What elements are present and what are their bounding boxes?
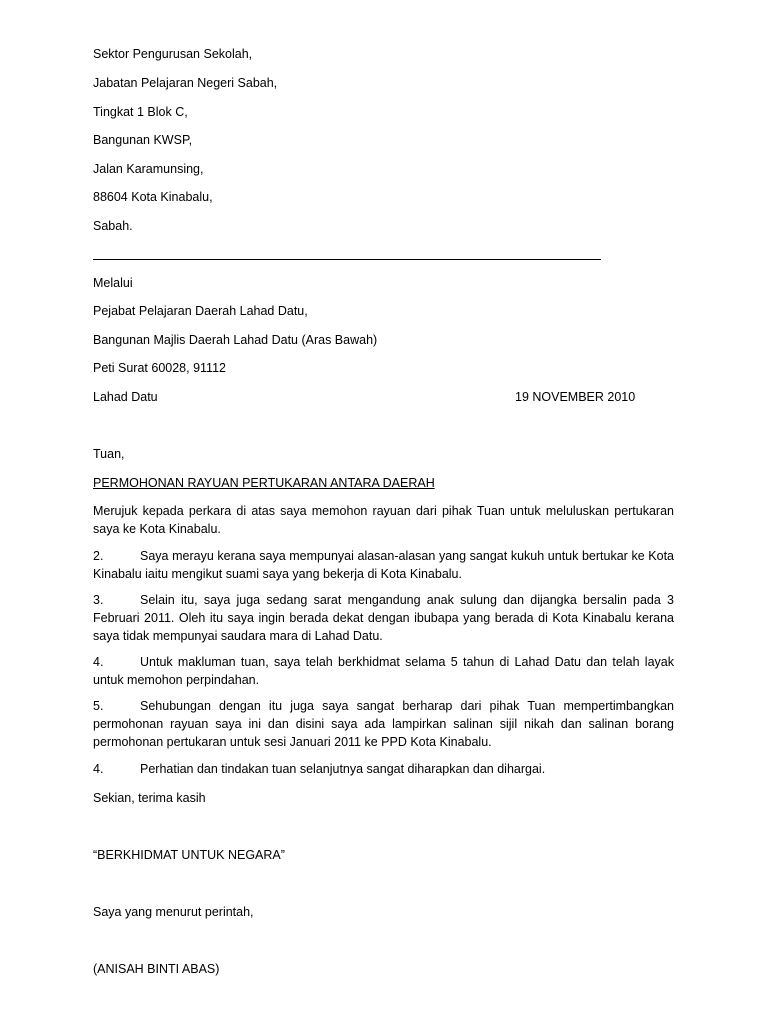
sign-off: Saya yang menurut perintah, xyxy=(93,905,254,919)
motto: “BERKHIDMAT UNTUK NEGARA” xyxy=(93,848,285,862)
paragraph-1 xyxy=(93,502,674,538)
via-line-4: Peti Surat 60028, 91112 xyxy=(93,361,226,375)
via-line-3: Bangunan Majlis Daerah Lahad Datu (Aras Bawah) xyxy=(93,333,378,347)
address-line-6: 88604 Kota Kinabalu, xyxy=(93,190,213,204)
address-line-4: Bangunan KWSP, xyxy=(93,133,193,147)
closing-line: Sekian, terima kasih xyxy=(93,791,206,805)
address-line-1: Sektor Pengurusan Sekolah, xyxy=(93,47,253,61)
paragraph-number: 2. xyxy=(93,549,104,563)
via-line-1: Melalui xyxy=(93,276,133,290)
signatory-name: (ANISAH BINTI ABAS) xyxy=(93,962,220,976)
paragraph-4 xyxy=(93,653,674,689)
paragraph-5 xyxy=(93,697,674,751)
letter-date: 19 NOVEMBER 2010 xyxy=(515,390,636,404)
paragraph-text: Selain itu, saya juga sedang sarat mengandung anak sulung dan dijangka bersalin pada 3 Februari 2011. Oleh itu saya ingin berada dekat dengan ibubapa yang berada di Kota Kinabalu kerana saya tidak mempunyai saudara mara di Lahad Datu. xyxy=(93,593,674,643)
via-line-2: Pejabat Pelajaran Daerah Lahad Datu, xyxy=(93,304,308,318)
paragraph-number: 5. xyxy=(93,699,104,713)
paragraph-text: Saya merayu kerana saya mempunyai alasan-alasan yang sangat kukuh untuk bertukar ke Kota Kinabalu iaitu mengikut suami saya yang bekerja di Kota Kinabalu. xyxy=(93,549,674,581)
paragraph-text: Merujuk kepada perkara di atas saya memohon rayuan dari pihak Tuan untuk meluluskan pertukaran saya ke Kota Kinabalu. xyxy=(93,504,674,536)
paragraph-number: 3. xyxy=(93,593,104,607)
paragraph-number: 4. xyxy=(93,762,104,776)
paragraph-number: 4. xyxy=(93,655,104,669)
paragraph-2 xyxy=(93,547,674,583)
address-line-3: Tingkat 1 Blok C, xyxy=(93,105,188,119)
paragraph-3 xyxy=(93,591,674,645)
paragraph-6 xyxy=(93,760,674,778)
salutation: Tuan, xyxy=(93,447,125,461)
address-line-5: Jalan Karamunsing, xyxy=(93,162,204,176)
via-line-5: Lahad Datu xyxy=(93,390,158,404)
separator-rule xyxy=(93,259,601,260)
paragraph-text: Perhatian dan tindakan tuan selanjutnya sangat diharapkan dan dihargai. xyxy=(140,762,546,776)
subject-heading: PERMOHONAN RAYUAN PERTUKARAN ANTARA DAERAH xyxy=(93,476,435,490)
address-line-7: Sabah. xyxy=(93,219,133,233)
paragraph-text: Sehubungan dengan itu juga saya sangat berharap dari pihak Tuan mempertimbangkan permohonan rayuan saya ini dan disini saya ada lampirkan salinan sijil nikah dan salinan borang permohonan pertukaran untuk sesi Januari 2011 ke PPD Kota Kinabalu. xyxy=(93,699,674,749)
address-line-2: Jabatan Pelajaran Negeri Sabah, xyxy=(93,76,278,90)
paragraph-text: Untuk makluman tuan, saya telah berkhidmat selama 5 tahun di Lahad Datu dan telah layak untuk memohon perpindahan. xyxy=(93,655,674,687)
